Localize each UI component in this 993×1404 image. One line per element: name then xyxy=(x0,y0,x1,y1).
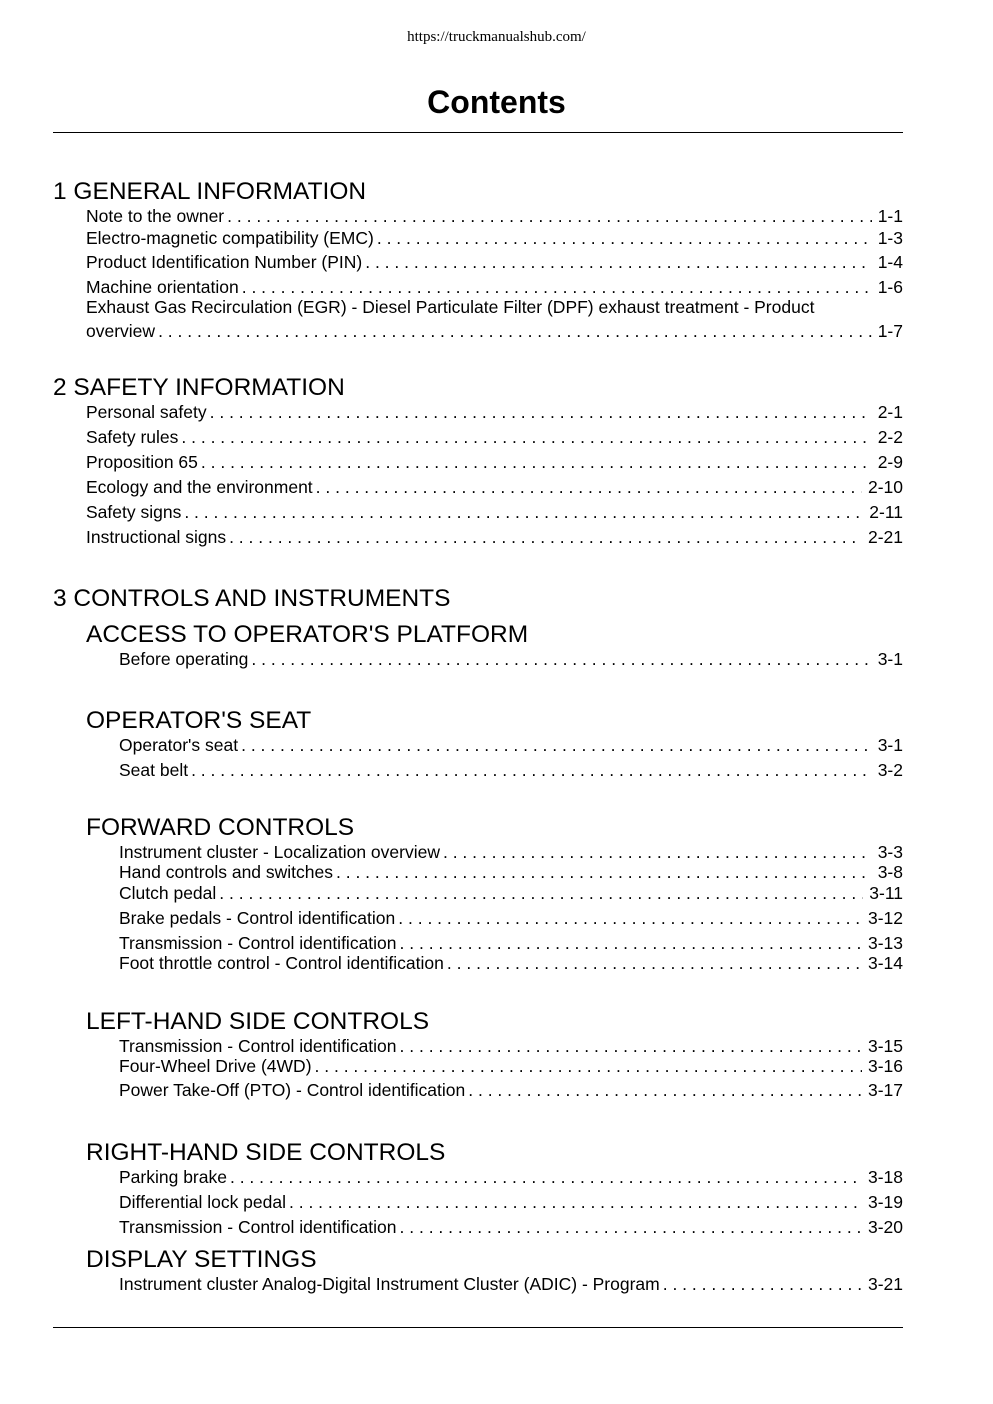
toc-entry-instructional-signs[interactable] xyxy=(86,526,903,548)
dot-leader xyxy=(191,759,872,781)
toc-entry-title: Proposition 65 xyxy=(86,452,198,472)
toc-entry-page: 2-2 xyxy=(877,427,903,447)
toc-entry-page: 2-21 xyxy=(867,527,903,547)
subsection-heading-display-settings: DISPLAY SETTINGS xyxy=(86,1246,317,1273)
toc-entry-title: Seat belt xyxy=(119,760,189,780)
toc-entry-egr-dpf-line1[interactable]: Exhaust Gas Recirculation (EGR) - Diesel Particulate Filter (DPF) exhaust treatment - Product xyxy=(86,297,815,317)
toc-entry-title: Power Take-Off (PTO) - Control identification xyxy=(119,1080,466,1100)
toc-entry-title: Hand controls and switches xyxy=(119,862,333,882)
dot-leader xyxy=(377,227,872,249)
toc-entry-title: Before operating xyxy=(119,649,249,669)
toc-entry-transmission-right[interactable] xyxy=(119,1216,903,1238)
toc-entry-adic-program[interactable] xyxy=(119,1273,903,1295)
toc-entry-note-to-owner[interactable] xyxy=(86,205,903,227)
bottom-divider xyxy=(53,1327,903,1328)
dot-leader xyxy=(400,932,862,954)
toc-entry-page: 3-16 xyxy=(867,1056,903,1076)
subsection-heading-right-hand-controls: RIGHT-HAND SIDE CONTROLS xyxy=(86,1139,446,1166)
toc-entry-transmission-left[interactable] xyxy=(119,1035,903,1057)
toc-entry-title: Ecology and the environment xyxy=(86,477,313,497)
toc-entry-title: Parking brake xyxy=(119,1167,227,1187)
dot-leader xyxy=(229,526,862,548)
toc-entry-emc[interactable] xyxy=(86,227,903,249)
toc-entry-machine-orientation[interactable] xyxy=(86,276,903,298)
dot-leader xyxy=(184,501,863,523)
toc-entry-operators-seat[interactable] xyxy=(119,734,903,756)
toc-entry-page: 3-2 xyxy=(877,760,903,780)
dot-leader xyxy=(398,907,862,929)
dot-leader xyxy=(210,401,872,423)
toc-entry-page: 2-11 xyxy=(869,502,903,522)
dot-leader xyxy=(158,320,872,342)
section-heading-controls-instruments: 3 CONTROLS AND INSTRUMENTS xyxy=(53,585,451,612)
dot-leader xyxy=(400,1035,862,1057)
toc-entry-title: Four-Wheel Drive (4WD) xyxy=(119,1056,312,1076)
toc-entry-title: Safety signs xyxy=(86,502,182,522)
toc-entry-title: Product Identification Number (PIN) xyxy=(86,252,363,272)
top-divider xyxy=(53,132,903,133)
toc-entry-egr-dpf[interactable] xyxy=(86,320,903,342)
toc-entry-title: Foot throttle control - Control identification xyxy=(119,953,444,973)
section-heading-safety-information: 2 SAFETY INFORMATION xyxy=(53,374,345,401)
toc-entry-safety-signs[interactable] xyxy=(86,501,903,523)
toc-entry-title: Clutch pedal xyxy=(119,883,217,903)
dot-leader xyxy=(201,451,872,473)
toc-entry-page: 3-3 xyxy=(877,842,903,862)
toc-entry-page: 2-1 xyxy=(877,402,903,422)
toc-entry-foot-throttle[interactable] xyxy=(119,952,903,974)
toc-entry-title: Personal safety xyxy=(86,402,207,422)
toc-entry-page: 3-15 xyxy=(867,1036,903,1056)
toc-entry-safety-rules[interactable] xyxy=(86,426,903,448)
toc-entry-title: Brake pedals - Control identification xyxy=(119,908,396,928)
dot-leader xyxy=(663,1273,862,1295)
dot-leader xyxy=(315,1055,862,1077)
toc-entry-page: 3-8 xyxy=(877,862,903,882)
toc-entry-clutch-pedal[interactable] xyxy=(119,882,903,904)
dot-leader xyxy=(365,251,871,273)
dot-leader xyxy=(241,734,872,756)
toc-entry-page: 3-1 xyxy=(877,735,903,755)
toc-entry-differential-lock[interactable] xyxy=(119,1191,903,1213)
toc-entry-page: 3-19 xyxy=(867,1192,903,1212)
toc-entry-page: 3-18 xyxy=(867,1167,903,1187)
dot-leader xyxy=(219,882,863,904)
toc-entry-pin[interactable] xyxy=(86,251,903,273)
toc-entry-page: 1-1 xyxy=(877,206,903,226)
dot-leader xyxy=(447,952,862,974)
toc-entry-title: Instrument cluster Analog-Digital Instrument Cluster (ADIC) - Program xyxy=(119,1274,660,1294)
toc-entry-page: 3-13 xyxy=(867,933,903,953)
toc-entry-page: 1-3 xyxy=(877,228,903,248)
dot-leader xyxy=(289,1191,862,1213)
toc-entry-page: 2-9 xyxy=(877,452,903,472)
toc-entry-title: Transmission - Control identification xyxy=(119,1036,397,1056)
subsection-heading-left-hand-controls: LEFT-HAND SIDE CONTROLS xyxy=(86,1008,430,1035)
section-heading-general-information: 1 GENERAL INFORMATION xyxy=(53,178,367,205)
toc-entry-before-operating[interactable] xyxy=(119,648,903,670)
subsection-heading-access-platform: ACCESS TO OPERATOR'S PLATFORM xyxy=(86,621,529,648)
dot-leader xyxy=(468,1079,862,1101)
dot-leader xyxy=(227,205,872,227)
dot-leader xyxy=(400,1216,862,1238)
toc-entry-title: Instructional signs xyxy=(86,527,227,547)
toc-entry-title: Instrument cluster - Localization overview xyxy=(119,842,440,862)
toc-entry-page: 1-7 xyxy=(877,321,903,341)
toc-entry-ecology-environment[interactable] xyxy=(86,476,903,498)
toc-entry-four-wheel-drive[interactable] xyxy=(119,1055,903,1077)
page-title: Contents xyxy=(427,84,566,120)
dot-leader xyxy=(230,1166,862,1188)
toc-entry-page: 3-12 xyxy=(867,908,903,928)
toc-entry-title: Transmission - Control identification xyxy=(119,1217,397,1237)
toc-entry-title: Note to the owner xyxy=(86,206,225,226)
toc-entry-hand-controls[interactable] xyxy=(119,861,903,883)
toc-entry-title: Operator's seat xyxy=(119,735,239,755)
source-url[interactable]: https://truckmanualshub.com/ xyxy=(407,29,586,45)
toc-entry-proposition-65[interactable] xyxy=(86,451,903,473)
toc-entry-title: Electro-magnetic compatibility (EMC) xyxy=(86,228,374,248)
toc-entry-instrument-cluster-overview[interactable] xyxy=(119,841,903,863)
toc-entry-pto[interactable] xyxy=(119,1079,903,1101)
toc-entry-transmission-forward[interactable] xyxy=(119,932,903,954)
toc-entry-page: 3-1 xyxy=(877,649,903,669)
toc-entry-page: 3-14 xyxy=(867,953,903,973)
toc-entry-page: 3-20 xyxy=(867,1217,903,1237)
toc-entry-title: Differential lock pedal xyxy=(119,1192,286,1212)
toc-entry-seat-belt[interactable] xyxy=(119,759,903,781)
toc-entry-parking-brake[interactable] xyxy=(119,1166,903,1188)
dot-leader xyxy=(181,426,871,448)
toc-entry-title: Machine orientation xyxy=(86,277,239,297)
dot-leader xyxy=(316,476,862,498)
toc-entry-page: 1-4 xyxy=(877,252,903,272)
dot-leader xyxy=(251,648,871,670)
dot-leader xyxy=(443,841,872,863)
toc-entry-page: 1-6 xyxy=(877,277,903,297)
toc-entry-page: 3-11 xyxy=(869,883,903,903)
toc-entry-title: overview xyxy=(86,321,156,341)
dot-leader xyxy=(242,276,872,298)
subsection-heading-forward-controls: FORWARD CONTROLS xyxy=(86,814,355,841)
toc-entry-page: 3-21 xyxy=(867,1274,903,1294)
toc-entry-personal-safety[interactable] xyxy=(86,401,903,423)
toc-entry-page: 3-17 xyxy=(867,1080,903,1100)
toc-entry-page: 2-10 xyxy=(867,477,903,497)
toc-entry-title: Safety rules xyxy=(86,427,179,447)
toc-entry-brake-pedals[interactable] xyxy=(119,907,903,929)
toc-entry-title: Transmission - Control identification xyxy=(119,933,397,953)
subsection-heading-operators-seat: OPERATOR'S SEAT xyxy=(86,707,312,734)
dot-leader xyxy=(336,861,872,883)
